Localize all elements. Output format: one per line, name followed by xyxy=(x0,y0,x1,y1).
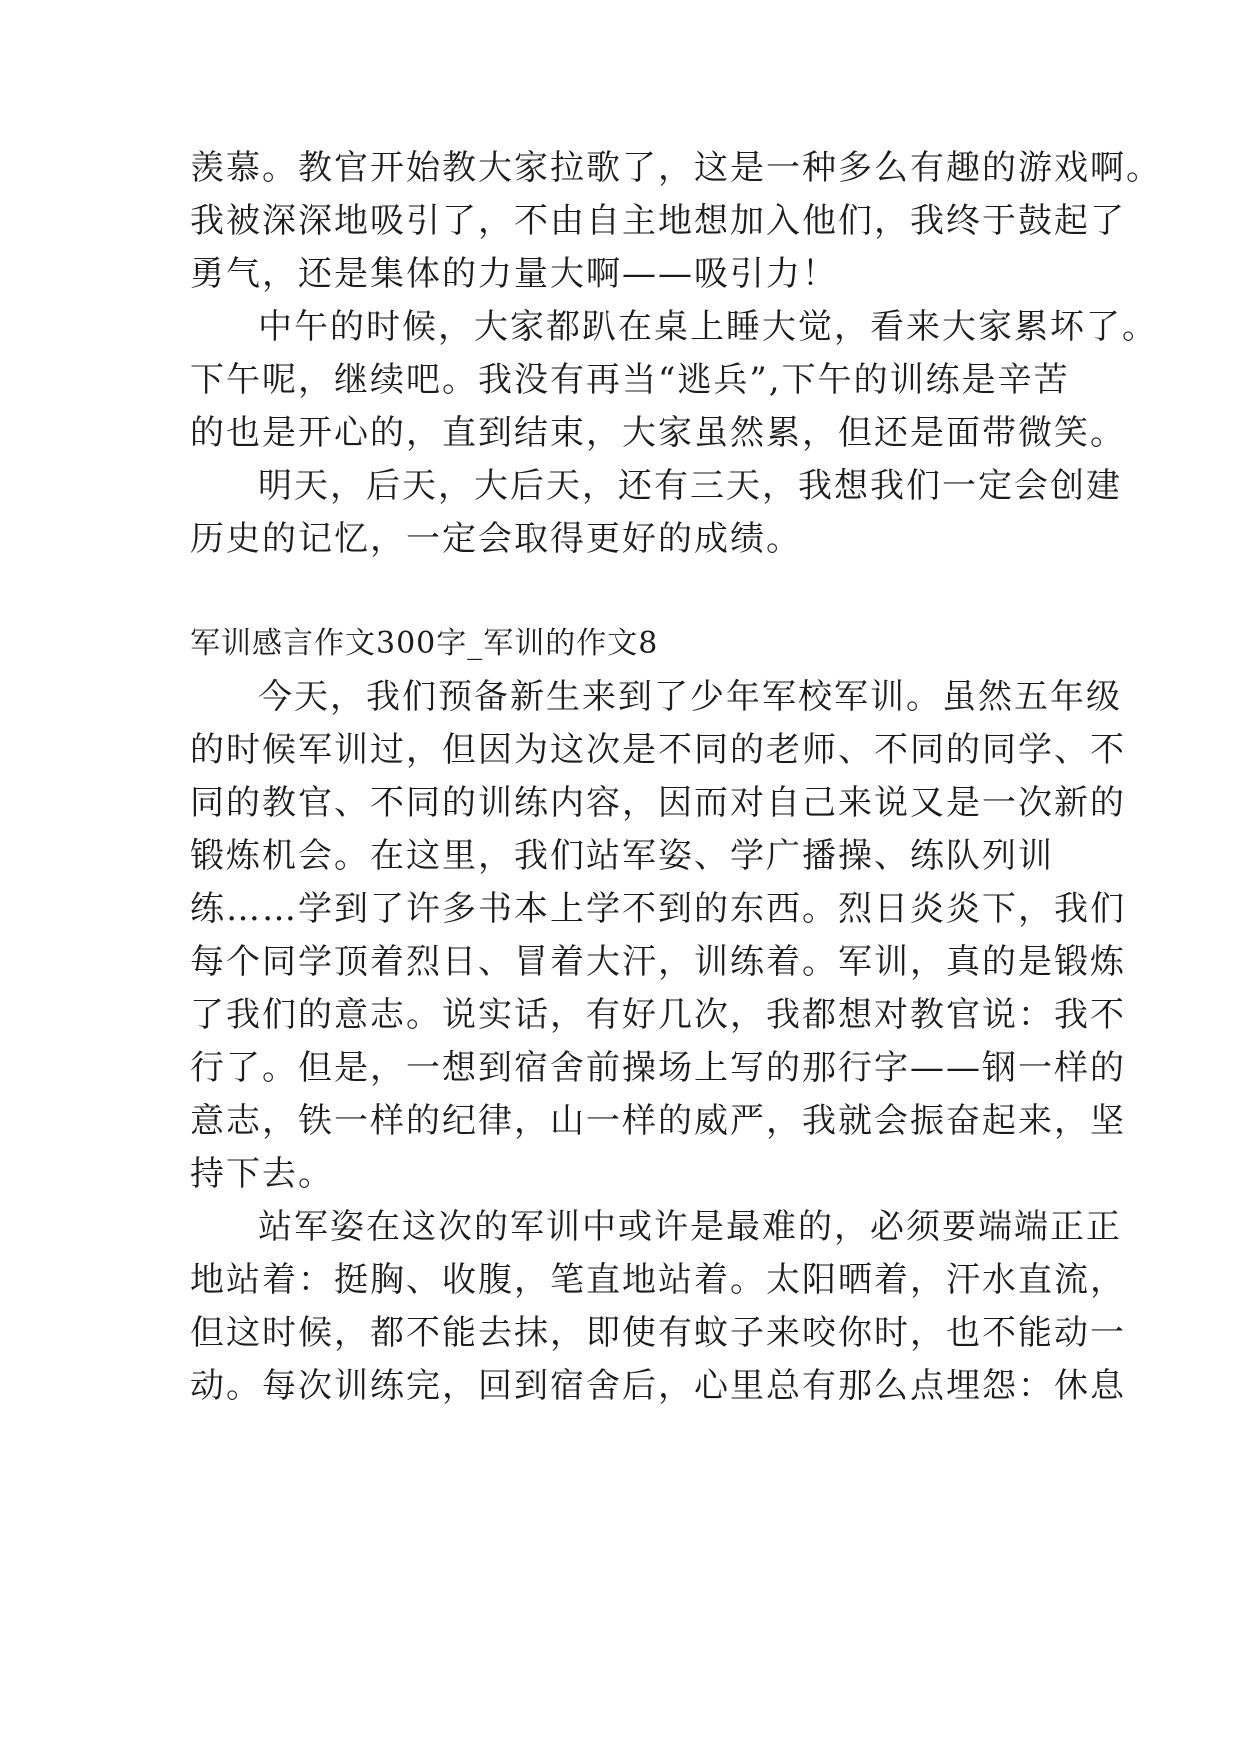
paragraph-line: 站军姿在这次的军训中或许是最难的，必须要端端正正 xyxy=(258,1207,1122,1247)
paragraph-line: 意志，铁一样的纪律，山一样的威严，我就会振奋起来，坚 xyxy=(190,1101,1126,1141)
paragraph-line: 锻炼机会。在这里，我们站军姿、学广播操、练队列训 xyxy=(190,836,1054,876)
paragraph-line: 明天，后天，大后天，还有三天，我想我们一定会创建 xyxy=(258,466,1122,506)
paragraph-line: 同的教官、不同的训练内容，因而对自己来说又是一次新的 xyxy=(190,783,1126,823)
paragraph-line: 历史的记忆，一定会取得更好的成绩。 xyxy=(190,519,802,559)
paragraph-line: 中午的时候，大家都趴在桌上睡大觉，看来大家累坏了。 xyxy=(258,307,1158,347)
paragraph-line: 每个同学顶着烈日、冒着大汗，训练着。军训，真的是锻炼 xyxy=(190,942,1126,982)
paragraph-line: 地站着：挺胸、收腹，笔直地站着。太阳晒着，汗水直流， xyxy=(190,1260,1126,1300)
paragraph-line: 的也是开心的，直到结束，大家虽然累，但还是面带微笑。 xyxy=(190,413,1126,453)
paragraph-line: 勇气，还是集体的力量大啊——吸引力！ xyxy=(190,254,838,294)
paragraph-line: 持下去。 xyxy=(190,1154,334,1194)
section-title: 军训感言作文300字_军训的作文8 xyxy=(190,626,659,661)
paragraph-line: 了我们的意志。说实话，有好几次，我都想对教官说：我不 xyxy=(190,995,1126,1035)
paragraph-line: 的时候军训过，但因为这次是不同的老师、不同的同学、不 xyxy=(190,730,1126,770)
paragraph-line: 我被深深地吸引了，不由自主地想加入他们，我终于鼓起了 xyxy=(190,201,1126,241)
paragraph-line: 羡慕。教官开始教大家拉歌了，这是一种多么有趣的游戏啊。 xyxy=(190,148,1162,188)
paragraph-line: 但这时候，都不能去抹，即使有蚊子来咬你时，也不能动一 xyxy=(190,1313,1126,1353)
paragraph-line: 下午呢，继续吧。我没有再当“逃兵”,下午的训练是辛苦 xyxy=(190,360,1070,400)
paragraph-line: 动。每次训练完，回到宿舍后，心里总有那么点埋怨：休息 xyxy=(190,1366,1126,1406)
paragraph-line: 练……学到了许多书本上学不到的东西。烈日炎炎下，我们 xyxy=(190,889,1126,929)
paragraph-line: 今天，我们预备新生来到了少年军校军训。虽然五年级 xyxy=(258,677,1122,717)
paragraph-line: 行了。但是，一想到宿舍前操场上写的那行字——钢一样的 xyxy=(190,1048,1126,1088)
